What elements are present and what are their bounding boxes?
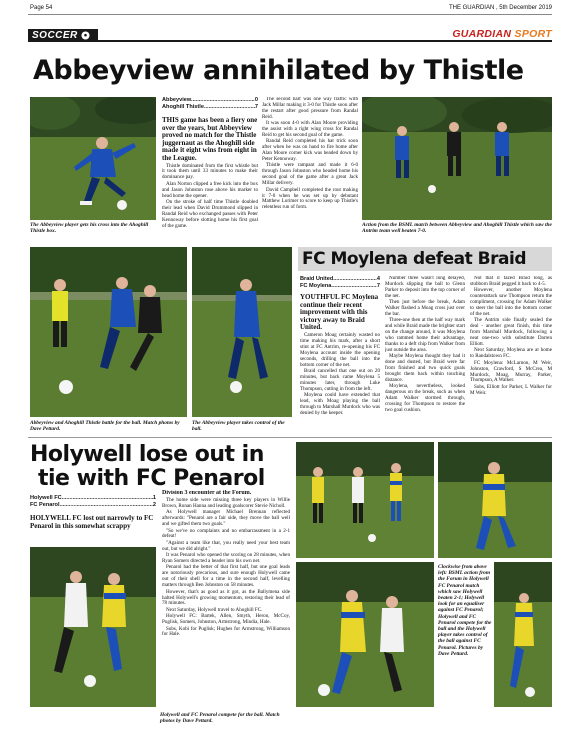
- photo-bsml-action: [362, 97, 552, 220]
- caption-photo-right: Clockwise from above left: BSML action from the Forum in Holywell FC Penarol match which saw Holywell beaten 2-1; Holywell look for an equaliser against FC Penarol; Holywell and FC Penarol compete for the ball and the Holywell player takes control of the ball against FC Penarol. Pictures by Dave Pettard.: [438, 564, 492, 657]
- story3-lead: HOLYWELL FC lost out narrowly to FC Penarol in this somewhat scrappy: [30, 515, 154, 530]
- caption-photo5: Holywell and FC Penarol compete for the ball. Match photos by Dave Pettard.: [160, 712, 280, 724]
- photo-abbeyview-control: [192, 247, 292, 417]
- section-tab: [28, 29, 98, 42]
- paragraph: Number three wasn't long delayed, Murdock slipping the ball to Glenn Parker to deposit into the top corner of the net.: [385, 276, 465, 299]
- photo-holywell-takes-ball: [494, 562, 552, 707]
- score-row-home: Braid United ..... 4: [300, 276, 380, 283]
- story1-column2: [262, 97, 358, 243]
- photo-holywell-compete: [30, 547, 156, 707]
- score-row-away: FC Penarol ..... 2: [30, 502, 156, 509]
- paragraph: Next Saturday, Moylena are at home to Randalstown FC.: [470, 347, 552, 360]
- paragraph: However, another Moylena counterattack saw Thompson return the compliment, crossing for Adam Walker to steer the ball into the bottom corner of the net.: [470, 287, 552, 317]
- photo-holywell-control: [296, 562, 434, 707]
- paragraph: Three-one then at the half way mark and while Braid made the brighter start on the change around, it was Moylena who rammed home their advantage, thanks to a deft chip from Walker from just outside the area.: [385, 317, 465, 353]
- paragraph: Subs, Kobi for Puglisk; Hughes for Armstrong, Williamson for Hale.: [162, 625, 290, 638]
- paragraph: Thistle dominated from the first whistle but it took them until 33 minutes to make their dominance pay.: [162, 162, 258, 181]
- paragraph: It was soon 4-0 with Alan Moore providing the assist with a right wing cross for Randal Reid to get his second goal of the game.: [262, 120, 358, 138]
- photo-holywell-equaliser: [438, 442, 552, 558]
- paragraph: Thistle were rampant and made it 6-0 through Jason Johnston who headed home his second goal of the game after a great Jack Millar delivery.: [262, 162, 358, 187]
- story3-intro: Division 3 encounter at the Forum.: [162, 490, 252, 496]
- paragraph: On the stroke of half time Thistle doubled their lead when David Drummond slipped in Randal Reid who exchanged passes with Peter Kennoway before slotting home his first goal of the game.: [162, 199, 258, 229]
- paragraph: Randal Reid completed his hat trick soon after when he was on hand to fire home after Alan Moore corner kick was headed down by Peter Kennoway.: [262, 138, 358, 163]
- story3-column1: [162, 490, 290, 710]
- caption-photo3: Abbeyview and Ahoghill Thistle battle for the ball. Match photos by Dave Pettard.: [30, 420, 180, 432]
- football-icon: [81, 27, 90, 45]
- section-bar: [28, 40, 552, 42]
- paragraph: Holywell FC: Bartek, Allen, Smyth, Heron, McCoy, Puglisk, Somers, Johnston, Armstrong, Mindia, Hale.: [162, 613, 290, 626]
- paragraph: As Holywell manager Michael Brennan reflected afterwards: "Penarol are a fair side, they move the ball well and we gifted them two goals.": [162, 509, 290, 528]
- brand-logo: [452, 28, 552, 40]
- story1-headline: Abbeyview annihilated by Thistle: [33, 55, 524, 86]
- paragraph: Then just before the break, Adam Walker flashed a Moag cross just over the bar.: [385, 299, 465, 317]
- story2-column3: [470, 276, 552, 428]
- paragraph: The home side were missing three key players in Willie Brown, Ronan Hanna and leading goalscorer Stevie Nicholl.: [162, 497, 290, 509]
- paragraph: The second half was one way traffic with Jack Millar making it 3-0 for Thistle soon after the restart after good pressure from Randal Reid.: [262, 97, 358, 120]
- brand-guardian: GUARDIAN: [452, 28, 512, 40]
- paragraph: "Against a team like that, you really need your best team out, but we did alright.": [162, 539, 290, 552]
- paragraph: The Antrim side finally sealed the deal - another great finish, this time from Marshall Murdock, following a neat one-two with substitute Darren Elliott.: [470, 317, 552, 347]
- paragraph: Cameron Moag certainly wasted no time making his mark, after a short stint at FC Antrim, re-opening his FC Moylena account inside the opening seconds, drilling the ball into the bottom corner of the net.: [300, 331, 380, 368]
- story2-lead: YOUTHFUL FC Moylena continue their recent improvement with this victory away to Braid United.: [300, 294, 379, 332]
- story1-scoreline: [162, 97, 258, 111]
- story3-scoreline: [30, 495, 156, 509]
- page-number: Page 54: [30, 5, 53, 11]
- score-row-away: FC Moylena ..... 7: [300, 283, 380, 290]
- story3-headline-1: Holywell lose out in: [30, 442, 264, 467]
- caption-photo2: Action from the BSML match between Abbeyview and Ahoghill Thistle which saw the Antrim team well beaten 7-0.: [362, 222, 552, 234]
- paragraph: Not that it fazed Braid long, as stubborn Braid pegged it back to 4-5.: [470, 276, 552, 287]
- story2-scoreline: [300, 276, 380, 290]
- paragraph: Next Saturday, Holywell travel to Ahoghill FC.: [166, 606, 263, 613]
- score-row-away: Ahoghill Thistle ..... 7: [162, 104, 258, 111]
- header-rule: [28, 14, 552, 15]
- story2-column1: [300, 294, 380, 428]
- story3-lead-column: [30, 515, 156, 545]
- score-row-home: Holywell FC ..... 1: [30, 495, 156, 502]
- paragraph: Braid cancelled that one out on 20 minutes, but back came Moylena 5 minutes later, through Luke Thompson, cutting in from the left.: [300, 367, 380, 392]
- paragraph: "So we've no complaints and no embarrassment in a 2-1 defeat!: [162, 527, 290, 540]
- paragraph: It was Penarol who opened the scoring on 28 minutes, when Ryan Somers directed a header into his own net.: [162, 552, 290, 565]
- caption-photo1: The Abbeyview player gets his cross into the Ahoghill Thistle box.: [30, 222, 149, 234]
- paragraph: David Campbell completed the rout making it 7-0 when he was set up by debutant Matthew Lorimer to score to keep up Thistle's relentless run of form.: [262, 186, 358, 211]
- photo-holywell-forum: [296, 442, 434, 558]
- paper-date: THE GUARDIAN , 5th December 2019: [448, 5, 552, 11]
- score-row-home: Abbeyview ..... 0: [162, 97, 258, 104]
- paragraph: FC Moylena: McLarnon, M Weir, Johnston, Crawford, S McCrea, M Murdock, Moag, Murray, Parker, Thompson, A Walker.: [470, 359, 552, 384]
- brand-sport: SPORT: [514, 28, 552, 40]
- paragraph: However, that's as good as it got, as the Ballymena side halted Holywell's growing momentum, restoring their lead of 78 minutes.: [162, 588, 290, 607]
- paragraph: Subs, Elliott for Parker, L Walker for M Weir.: [470, 383, 552, 396]
- caption-photo4: The Abbeyview player takes control of the ball.: [192, 420, 285, 432]
- story3-divider: [28, 437, 552, 438]
- photo-abbeyview-cross: [30, 97, 156, 220]
- photo-abbeyview-battle: [30, 247, 187, 417]
- paragraph: Maybe Moylena thought they had it done and dusted, but Braid were far from finished and two quick goals brought them back within touching distance.: [385, 353, 465, 383]
- paragraph: Moylena could have extended that lead, with Moag playing the ball through to Marshall Murdock who was denied by the keeper.: [300, 392, 380, 416]
- story2-column2: [385, 276, 465, 428]
- story2-headline: FC Moylena defeat Braid: [302, 249, 526, 269]
- story3-headline-2: tie with FC Penarol: [38, 466, 265, 491]
- story1-column1: [162, 117, 258, 243]
- paragraph: Penarol had the better of that first half, but one goal leads are notoriously precarious, and sure enough Holywell came out of their shell for a time in the second half, levelling matters through Ben Johnston on 58 minutes.: [162, 564, 290, 589]
- paragraph: Moylena, nevertheless, looked dangerous on the break, such as when Adam Walker stormed through, crossing for Thompson to restore the two goal cushion.: [385, 383, 465, 413]
- story1-lead: THIS game has been a fiery one over the years, but Abbeyview proved no match for the Thistle juggernaut as the Ahoghill side made it eight wins from eight in the League.: [162, 117, 258, 162]
- paragraph: Alan Norton clipped a free kick into the box and Jason Johnston rose above his marker to head home the opener.: [162, 180, 258, 199]
- section-label: SOCCER: [32, 30, 78, 41]
